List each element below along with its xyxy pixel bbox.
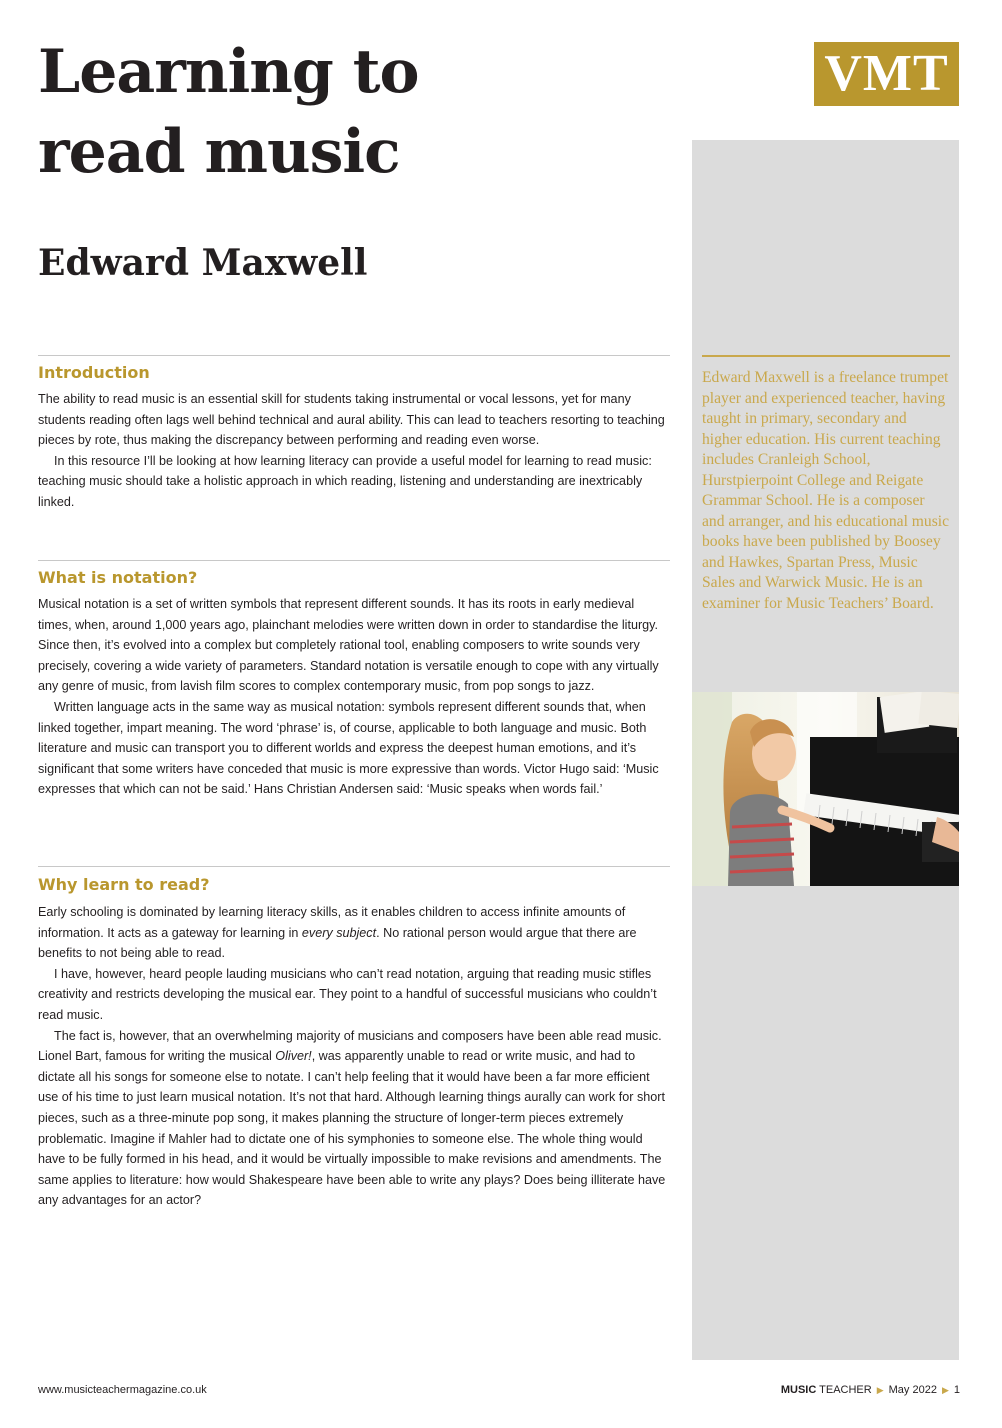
why-paragraph-2: I have, however, heard people lauding musicians who can’t read notation, arguing that reading music stifles creativity and restricts developing the musical ear. They point to a handful of successful musicians who couldn’t read music. xyxy=(38,966,657,1022)
intro-heading: Introduction xyxy=(38,363,150,382)
girl-playing-piano-photo xyxy=(692,692,959,886)
notation-divider xyxy=(38,560,670,561)
notation-heading: What is notation? xyxy=(38,568,198,587)
article-title xyxy=(38,32,418,192)
intro-paragraph-2: In this resource I’ll be looking at how learning literacy can provide a useful model for learning to read music: teaching music should take a holistic approach in which reading, listening and understanding are inextricably linked. xyxy=(38,453,652,509)
sidebar-divider xyxy=(702,355,950,357)
footer-website-url[interactable]: www.musicteachermagazine.co.uk xyxy=(38,1384,207,1396)
title-line-2: read music xyxy=(38,117,400,187)
why-paragraph-1: Early schooling is dominated by learning literacy skills, as it enables children to access infinite amounts of information. It acts as a gateway for learning in every subject. No rational person would argue that there are benefits to not being able to read. xyxy=(38,905,637,961)
emphasis-oliver: Oliver! xyxy=(275,1049,312,1064)
triangle-right-icon: ▶ xyxy=(941,1385,949,1395)
footer-publication-info xyxy=(781,1382,960,1398)
why-heading: Why learn to read? xyxy=(38,875,210,894)
footer-brand-bold: MUSIC xyxy=(780,1384,817,1396)
why-body xyxy=(38,902,666,1211)
author-bio: Edward Maxwell is a freelance trumpet player and experienced teacher, having taught in primary, secondary and higher education. His current teaching includes Cranleigh School, Hurstpierpoint College and Reigate Grammar School. He is a composer and arranger, and his educational music books have been published by Boosey and Hawkes, Spartan Press, Music Sales and Warwick Music. He is an examiner for Music Teachers’ Board. xyxy=(702,369,950,612)
footer-date: May 2022 xyxy=(888,1384,937,1396)
emphasis-every-subject: every subject xyxy=(301,925,377,940)
author-name: Edward Maxwell xyxy=(38,242,368,284)
footer-page-number: 1 xyxy=(953,1384,960,1396)
triangle-right-icon: ▶ xyxy=(876,1385,884,1395)
intro-paragraph-1: The ability to read music is an essential skill for students taking instrumental or vocal lessons, yet for many students reading often lags well behind technical and aural ability. This can lead to teachers resorting to teaching pieces by rote, thus making the discrepancy between performing and reading even worse. xyxy=(38,392,665,448)
intro-divider xyxy=(38,355,670,356)
notation-paragraph-2: Written language acts in the same way as musical notation: symbols represent different sounds that, when linked together, impart meaning. The word ‘phrase’ is, of course, applicable to both language and music. Both literature and music can transport you to different worlds and express the deepest human emotions, and it’s significant that some writers have conceded that music is more expressive than words. Victor Hugo said: ‘Music expresses that which can not be said.’ Hans Christian Andersen said: ‘Music speaks when words fail.’ xyxy=(38,699,659,797)
vmt-logo: VMT xyxy=(814,42,959,106)
notation-body xyxy=(38,594,666,800)
why-divider xyxy=(38,866,670,867)
intro-body xyxy=(38,389,666,513)
why-paragraph-3: The fact is, however, that an overwhelming majority of musicians and composers have been able read music. Lionel Bart, famous for writing the musical Oliver!, was apparently unable to read or write music, and had to dictate all his songs for someone else to notate. I can’t help feeling that it would have been a far more efficient use of his time to just learn musical notation. It’s not that hard. Although learning things aurally can work for short pieces, such as a three-minute pop song, it makes planning the structure of longer-term pieces extremely problematic. Imagine if Mahler had to dictate one of his symphonies to someone else. The whole thing would have to be fully formed in his head, and it would be virtually impossible to make revisions and amendments. The same applies to literature: how would Shakespeare have been able to write any plays? Does being illiterate have any advantages for an actor? xyxy=(38,1028,666,1208)
notation-paragraph-1: Musical notation is a set of written symbols that represent different sounds. It has its roots in early medieval times, when, around 1,000 years ago, plainchant melodies were written down in order to standardise the liturgy. Since then, it’s evolved into a complex but completely rational tool, enabling composers to write sounds very precisely, covering a wide variety of parameters. Standard notation is versatile enough to cope with any virtually any genre of music, from lavish film scores to complex contemporary music, from pop songs to jazz. xyxy=(38,597,659,694)
footer-brand-rest: TEACHER xyxy=(816,1384,872,1396)
title-line-1: Learning to xyxy=(38,37,419,107)
